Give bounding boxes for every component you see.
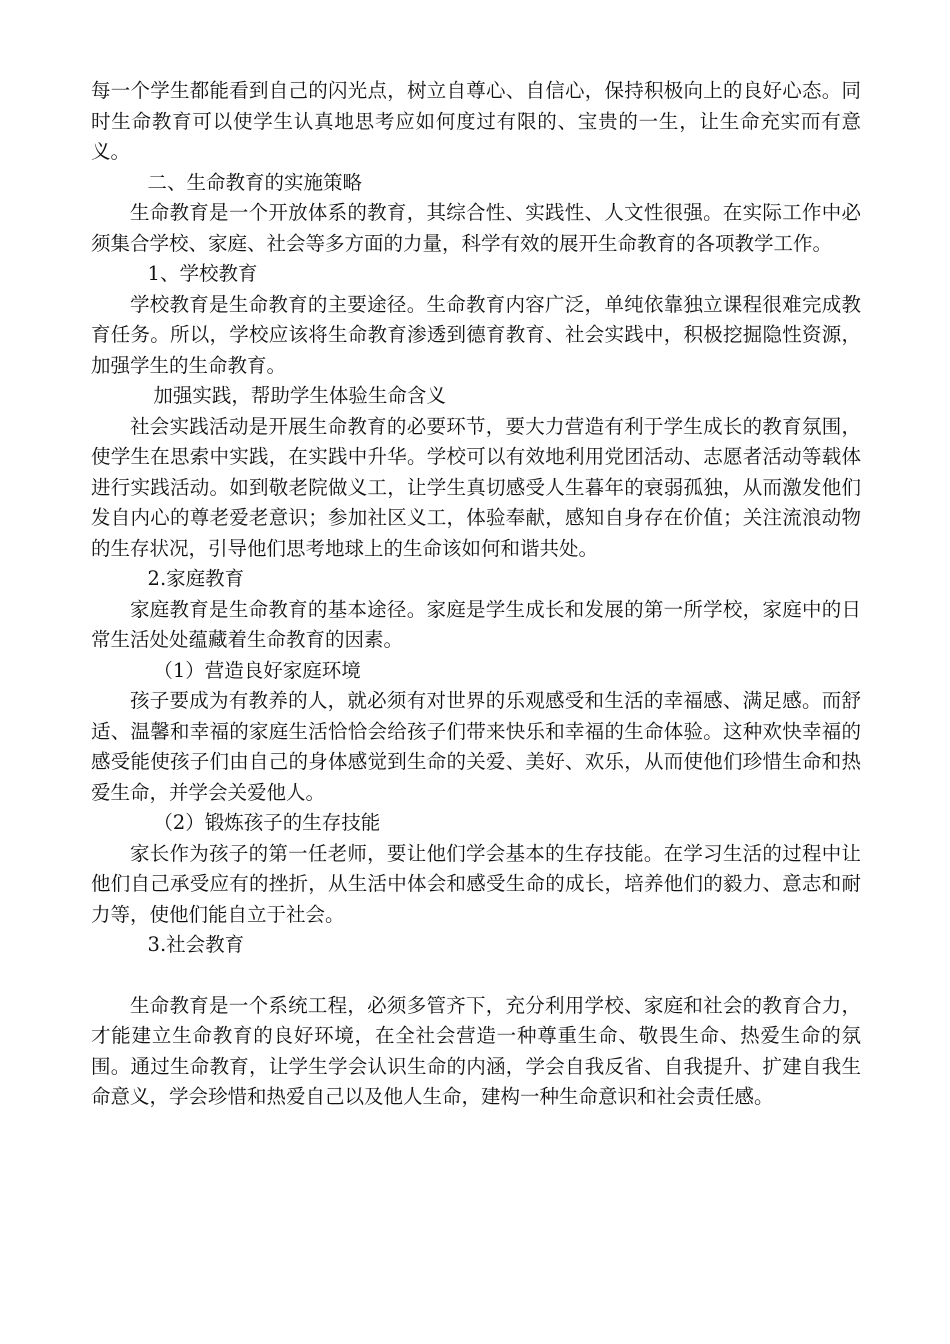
paragraph-intro-continuation: 每一个学生都能看到自己的闪光点，树立自尊心、自信心，保持积极向上的良好心态。同时生命教育可以使学生认真地思考应如何度过有限的、宝贵的一生，让生命充实而有意义。	[91, 79, 861, 163]
document-page	[91, 76, 861, 1113]
subheading-survival-skills: （2）锻炼孩子的生存技能	[153, 811, 381, 834]
paragraph-school-education: 学校教育是生命教育的主要途径。生命教育内容广泛，单纯依靠独立课程很难完成教育任务。所以，学校应该将生命教育渗透到德育教育、社会实践中，积极挖掘隐性资源，加强学生的生命教育。	[91, 292, 861, 377]
paragraph-family-environment: 孩子要成为有教养的人，就必须有对世界的乐观感受和生活的幸福感、满足感。而舒适、温馨和幸福的家庭生活恰恰会给孩子们带来快乐和幸福的生命体验。这种欢快幸福的感受能使孩子们由自己的身体感觉到生命的关爱、美好、欢乐，从而使他们珍惜生命和热爱生命，并学会关爱他人。	[91, 689, 861, 804]
section-heading-social-education: 3.社会教育	[147, 933, 245, 956]
paragraph-open-system: 生命教育是一个开放体系的教育，其综合性、实践性、人文性很强。在实际工作中必须集合学校、家庭、社会等多方面的力量，科学有效的展开生命教育的各项教学工作。	[91, 201, 861, 255]
paragraph-conclusion: 生命教育是一个系统工程，必须多管齐下，充分利用学校、家庭和社会的教育合力，才能建立生命教育的良好环境，在全社会营造一种尊重生命、敬畏生命、热爱生命的氛围。通过生命教育，让学生学会认识生命的内涵，学会自我反省、自我提升、扩建自我生命意义，学会珍惜和热爱自己以及他人生命，建构一种生命意识和社会责任感。	[91, 993, 861, 1108]
section-heading-school-education: 1、学校教育	[147, 262, 258, 285]
blank-line	[91, 961, 861, 991]
subheading-practice: 加强实践，帮助学生体验生命含义	[153, 384, 446, 407]
section-heading-implementation-strategy: 二、生命教育的实施策略	[147, 170, 363, 194]
paragraph-family-education: 家庭教育是生命教育的基本途径。家庭是学生成长和发展的第一所学校，家庭中的日常生活处处蕴藏着生命教育的因素。	[91, 597, 861, 651]
paragraph-survival-skills: 家长作为孩子的第一任老师，要让他们学会基本的生存技能。在学习生活的过程中让他们自己承受应有的挫折，从生活中体会和感受生命的成长，培养他们的毅力、意志和耐力等，使他们能自立于社会。	[91, 841, 861, 926]
paragraph-social-practice: 社会实践活动是开展生命教育的必要环节，要大力营造有利于学生成长的教育氛围，使学生在思索中实践，在实践中升华。学校可以有效地利用党团活动、志愿者活动等载体进行实践活动。如到敬老院做义工，让学生真切感受人生暮年的衰弱孤独，从而激发他们发自内心的尊老爱老意识；参加社区义工，体验奉献，感知自身存在价值；关注流浪动物的生存状况，引导他们思考地球上的生命该如何和谐共处。	[91, 414, 861, 560]
section-heading-family-education: 2.家庭教育	[147, 567, 245, 590]
subheading-family-environment: （1）营造良好家庭环境	[153, 658, 361, 682]
